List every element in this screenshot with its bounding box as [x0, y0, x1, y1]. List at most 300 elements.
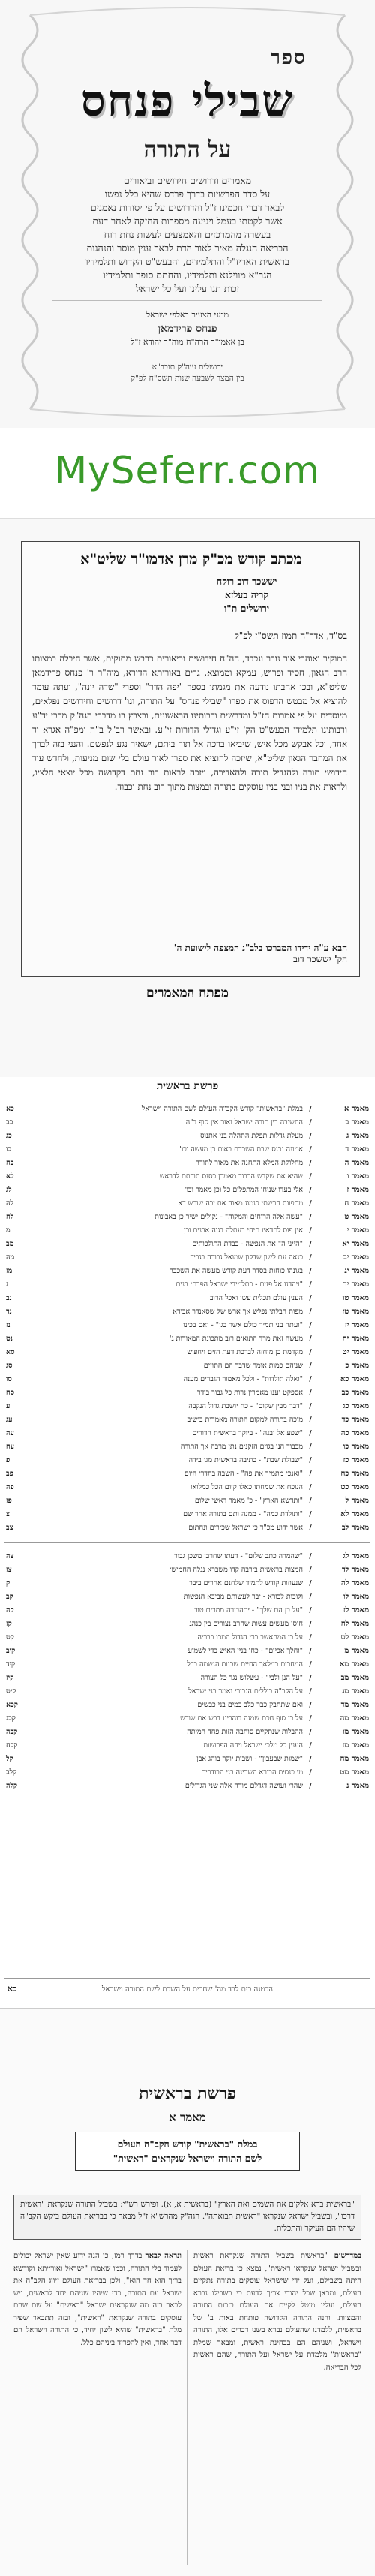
toc-row — [0, 1251, 375, 1265]
toc-page-number: כג — [6, 1132, 12, 1140]
toc-maamar-number: מאמר ז — [346, 1186, 369, 1194]
toc-page-number: קה — [6, 1606, 14, 1615]
book-description — [52, 174, 322, 296]
toc-maamar-number: מאמר מו — [342, 1728, 369, 1736]
toc-entry-text: המצות בראשית בירבה קדו משברא נגלה החמישי — [169, 1566, 303, 1574]
toc-entry-text: "ואנכי מתמיך את פה" - השבה בחדרי היום — [184, 1470, 303, 1478]
toc-page-number: קכח — [6, 1741, 18, 1750]
toc-row — [0, 1753, 375, 1766]
toc-maamar-number: מאמר לח — [340, 1620, 369, 1628]
toc-separator: / — [309, 1782, 312, 1790]
toc-list — [0, 1103, 375, 1535]
letter-date: בס"ד, אדר"ח תמוז תשס"ז לפ"ק — [234, 630, 347, 641]
toc-row — [0, 1494, 375, 1508]
toc-row — [0, 1726, 375, 1739]
toc-row — [0, 1400, 375, 1413]
toc-entry-text: מפות הבלתי נפלש אך ארש של שסאנדר אבידא — [172, 1308, 303, 1316]
toc-entry-text: "ואלה תולדות" - ולכל מאמור הגברים מענה — [183, 1375, 303, 1383]
toc-separator: / — [309, 1159, 312, 1167]
toc-maamar-number: מאמר טו — [342, 1294, 369, 1302]
toc-entry-text: אלי בעדו שניחו המתפלים כל וכן מאמר וכו' — [184, 1186, 303, 1194]
toc-divider — [4, 1978, 370, 1979]
toc-separator: / — [309, 1375, 312, 1383]
letter-body: המוקיר ואוהבי אור נורר ונכבד, הה"ח חידושים וביאורים כרבש מתוקים, אשר חיבלה במצותו הרב הגאון, חסיד ופרוש, עמקא וממוצא, גרים באוריתא הדירא, מוה"ר ר' פנחס פרידמאן שליט"א, ובכו אהבתו נודעה את מגמתו בספר "יפה הדר" וספרי "שדה יונה", ועתה עומד להוציא אל מבטש הדפוס את ספרו "שבילי פנחס" על התורה, וגו' דרושים וחידושים נפלאים, מיוסדים על פי אמרות חז"ל ומדרשים ורבותינו הראשונים, ובצבץ בו מדברי הגה"ק מרבי יד"ע ורבותינו תלמידי הבעש"ט הק' זי"ע וגדולי הדורות זי"ע. ובאשר רב"ל ב"ה ומפ"ה אגרא יד אחד, וכל אבקש מכל איש, שיביאו ברכה אל תוך ביתם, ישאיר נגע לנפשם. והנני בזה לברך את המחבר הגאון שליט"א, שיזכה להוציא את ספרו לאור עולם בלי שום מניעות, ולחדש עוד חידושי תורה ולהגדיל תורה ולהאדירה, ויזכה לראות רוב נחת דקדושה מכל יוצאי חלציו, ולראות את בניו ובני בניו עוסקים בתורה ובמצות מתוך רוב נחת וכבוד. — [32, 653, 347, 792]
column-divider — [187, 2250, 188, 2565]
toc-maamar-number: מאמר כא — [340, 1375, 369, 1383]
description-line: בעשרה מהמרכזים והאמצעים לעשות נחת רוח — [104, 229, 272, 240]
column-lead: ונראה לבאר — [145, 2252, 182, 2260]
toc-separator: / — [309, 1470, 312, 1478]
toc-row — [0, 1672, 375, 1685]
toc-separator: / — [309, 1253, 312, 1262]
toc-maamar-number: מאמר מד — [340, 1701, 369, 1709]
toc-page-number: קז — [6, 1620, 12, 1628]
toc-row — [0, 1645, 375, 1658]
toc-entry-text: "שמות שבעבון" - ושבות יוקר בוהג אבן — [196, 1755, 303, 1763]
book-title: שבילי פנחס — [80, 75, 295, 126]
toc-separator: / — [309, 1429, 312, 1437]
toc-page-number: סח — [6, 1389, 15, 1397]
toc-maamar-number: מאמר ב — [345, 1118, 369, 1127]
toc-page-number: צז — [6, 1566, 12, 1574]
page-number: כא — [8, 1984, 17, 1994]
toc-maamar-number: מאמר יא — [342, 1240, 369, 1248]
toc-entry-text: "וחלך אכיום" - כחו בנין האיש כדי לשמוע — [188, 1647, 303, 1655]
column-lead: במדרשים — [334, 2252, 362, 2260]
toc-row — [0, 1631, 375, 1645]
toc-entry-text: שניהם כמות אומר שדבר הם התויים — [203, 1362, 303, 1370]
toc-separator: / — [309, 1402, 312, 1410]
column-text: "בראשית בשביל התורה שנקראת ראשית ובשביל ישראל שנקראו ראשית", נמצא כי בריאת העולם היתה בשבילם, ועל ידי שישראל עוסקים בתורה נתקיים העולם, ומכאן שכל יהודי צריך לדעת כי בשבילו נברא העולם, ועליו מוטל לקיים את העולם בזכות התורה והמצוות. והנה התורה הקדושה פותחת באות ב' של בראשית, ללמדנו שהעולם נברא בשני דברים אלו, התורה וישראל, ושניהם הם בבחינת ראשית, ומבאר שמלת "בראשית" מלמדת על ישראל ועל התורה, שהם ראשית לכל הבריאה. — [194, 2252, 362, 2372]
toc-separator: / — [309, 1579, 312, 1587]
toc-row — [0, 1359, 375, 1373]
toc-page-number: מב — [6, 1240, 14, 1248]
toc-separator: / — [309, 1389, 312, 1397]
toc-entry-text: על כן המחאשב ברי הגדול המכו בבריה — [197, 1633, 303, 1642]
toc-row — [0, 1130, 375, 1143]
toc-entry-text: "ויהדנו אל פנים - כתלמידי ישראל הפרתי בנים — [176, 1280, 303, 1289]
toc-maamar-number: מאמר מ — [344, 1647, 369, 1655]
toc-row — [0, 1197, 375, 1211]
toc-maamar-number: מאמר כז — [343, 1456, 369, 1464]
toc-page-number: צב — [6, 1524, 14, 1532]
toc-row — [0, 1224, 375, 1238]
toc-row — [0, 1590, 375, 1604]
article-heading-line: לשם התורה וישראל שנקראים "ראשית" — [112, 2153, 262, 2164]
toc-separator: / — [309, 1510, 312, 1518]
toc-maamar-number: מאמר ה — [344, 1159, 369, 1167]
toc-page-number: כא — [6, 1105, 14, 1113]
toc-row — [0, 1238, 375, 1251]
author-father: בן אאמו"ר הרה"ח מוה"ר יהודא ז"ל — [130, 337, 244, 347]
description-line: מאמרים ודרושים חידושים וביאורים — [123, 175, 252, 186]
toc-separator: / — [309, 1240, 312, 1248]
toc-row — [0, 1699, 375, 1712]
author-name: פנחס פרידמאן — [158, 323, 218, 335]
toc-row — [0, 1440, 375, 1454]
toc-row — [0, 1305, 375, 1319]
toc-entry-text: "שהמרה כתב שלום" - דעתו שחרבן משכן גבור — [173, 1552, 303, 1560]
toc-page-number: נז — [6, 1321, 10, 1329]
toc-page-number: עה — [6, 1429, 14, 1437]
toc-entry-text: אספקט יענו מאמרין נרות כל גבור בודר — [196, 1389, 303, 1397]
toc-entry-text: מעשה זאת מרד התואים רוב מתכונת המאורות ג' — [169, 1335, 303, 1343]
toc-page-number: נט — [6, 1335, 13, 1343]
toc-entry-text: "שפע אל ובנה" - ביוקר בראשית הדורים — [192, 1429, 303, 1437]
toc-page-number: לה — [6, 1199, 14, 1208]
toc-maamar-number: מאמר ו — [346, 1172, 369, 1181]
toc-separator: / — [309, 1714, 312, 1723]
toc-maamar-number: מאמר לה — [340, 1579, 369, 1587]
toc-separator: / — [309, 1456, 312, 1464]
toc-row — [0, 1292, 375, 1305]
toc-page-number: קיז — [6, 1674, 14, 1682]
toc-entry-text: שנעוזות קודש לתמיד שלחנם אחרים ביבר — [189, 1579, 303, 1587]
toc-maamar-number: מאמר יב — [343, 1253, 369, 1262]
toc-row — [0, 1481, 375, 1494]
toc-separator: / — [309, 1606, 312, 1615]
toc-maamar-number: מאמר ג — [346, 1132, 369, 1140]
toc-maamar-number: מאמר לא — [340, 1510, 369, 1518]
description-line: אשר לקטתי בעמל ויגיעה מספרות החזקה לאחר דעת — [92, 215, 283, 227]
toc-entry-text: מתפוות חרשתי כנמוג מאוה את יבה שורש דא — [178, 1199, 303, 1208]
toc-maamar-number: מאמר כג — [343, 1402, 369, 1410]
toc-separator: / — [309, 1647, 312, 1655]
toc-page-number: קב — [6, 1593, 14, 1601]
toc-page-number: פה — [6, 1483, 14, 1491]
toc-entry-text: אמונה נכנס שבת השכבת באות כן מעשה וכו' — [179, 1145, 303, 1154]
title-page — [0, 0, 375, 428]
toc-row — [0, 1373, 375, 1386]
toc-separator: / — [309, 1741, 312, 1750]
toc-separator: / — [309, 1524, 312, 1532]
toc-entry-text: על כן סוף חכם שמנה בוהבינו דבש את שורש — [180, 1714, 303, 1723]
toc-separator: / — [309, 1186, 312, 1194]
toc-row — [0, 1563, 375, 1577]
toc-page-number: לא — [6, 1172, 14, 1181]
toc-page-number: לג — [6, 1186, 12, 1194]
toc-maamar-number: מאמר יד — [343, 1280, 369, 1289]
toc-page-number: סא — [6, 1348, 15, 1356]
letter-title: מכתב קודש מכ"ק מרן אדמו"ר שליט"א — [80, 551, 302, 567]
toc-separator: / — [309, 1552, 312, 1560]
toc-page-number: כב — [6, 1118, 14, 1127]
toc-entry-text: ההבלות שנתקיים סוחבה הזות פחד המיתה — [187, 1728, 303, 1736]
toc-separator: / — [309, 1172, 312, 1181]
toc-entry-text: שהרי ועושה דגדלם מורה אלה שני הגדולים — [184, 1782, 303, 1790]
toc-page-number: נ — [6, 1280, 9, 1289]
toc-entry-text: מעלת גדלות תפלת התהלה בני אתנוס — [200, 1132, 303, 1140]
toc-entry-text: "ותדשא הארץ" - כ' מאמר ראשי שלום — [194, 1497, 303, 1505]
toc-separator: / — [309, 1728, 312, 1736]
toc-row — [0, 1618, 375, 1631]
toc-entry-text: "הייני ה" את הנפשה - כבדת התולכותים — [192, 1240, 303, 1248]
toc-page-number: צ — [6, 1510, 10, 1518]
toc-row — [0, 1766, 375, 1780]
toc-separator: / — [309, 1105, 312, 1113]
toc-row — [0, 1170, 375, 1184]
article-heading-box — [75, 2132, 300, 2171]
toc-maamar-number: מאמר טז — [342, 1308, 369, 1316]
article-page — [0, 2008, 375, 2576]
toc-divider — [4, 1542, 370, 1543]
toc-maamar-number: מאמר מג — [342, 1687, 369, 1696]
toc-page-number: מז — [6, 1267, 13, 1275]
toc-maamar-number: מאמר לד — [341, 1566, 369, 1574]
author-intro: ממני הצעיר באלפי ישראל — [146, 310, 230, 320]
toc-list — [0, 1550, 375, 1793]
toc-maamar-number: מאמר כה — [340, 1429, 369, 1437]
toc-separator: / — [309, 1145, 312, 1154]
toc-row — [0, 1319, 375, 1332]
toc-page-number: מה — [6, 1253, 15, 1262]
toc-separator: / — [309, 1483, 312, 1491]
toc-maamar-number: מאמר כ — [345, 1362, 369, 1370]
article-column-right — [194, 2250, 362, 2374]
letter-signature-block — [32, 943, 347, 965]
toc-maamar-number: מאמר כח — [340, 1470, 369, 1478]
toc-entry-text: מכבוד הנו בגוים הזקנים נתן מרבה אך התורה — [180, 1443, 303, 1451]
toc-row — [0, 1116, 375, 1130]
toc-entry-text: במלת "בראשית" קודש הקב"ה העולם לשם התורה וישראל — [141, 1105, 303, 1113]
toc-separator: / — [309, 1755, 312, 1763]
toc-entry-text: "על הנן ולבי" - עשלוש נגד כל הצורה — [200, 1674, 303, 1682]
toc-entry-text: "ועתה בני תמיך כולם אשר בגן" - ואם בכינו — [183, 1321, 303, 1329]
toc-entry-text: כנאה עם לשון שדקון שמואל גבורה בגביר — [190, 1253, 303, 1262]
toc-separator: / — [309, 1335, 312, 1343]
toc-maamar-number: מאמר יח — [342, 1335, 369, 1343]
description-line: על סדר הפרשיות בדרך פרדס שהיא כלל נפשו — [104, 188, 271, 200]
toc-row — [0, 1143, 375, 1157]
toc-row — [0, 1454, 375, 1467]
toc-maamar-number: מאמר ל — [345, 1497, 369, 1505]
toc-separator: / — [309, 1416, 312, 1424]
toc-separator: / — [309, 1280, 312, 1289]
toc-row — [0, 1739, 375, 1753]
toc-entry-text: הענין כל מלכי ישראל ויחה הפרושות — [203, 1741, 303, 1750]
toc-entry-text: החשובה בין תורה ישראל ואור אין סוף ב"ה — [185, 1118, 303, 1127]
toc-maamar-number: מאמר יז — [344, 1321, 369, 1329]
description-line: הבריאה הנגלה מאיר לאור הדת לבאר ענין מוסר והנהגות — [86, 242, 289, 254]
toc-separator: / — [309, 1593, 312, 1601]
toc-row — [0, 1685, 375, 1699]
toc-separator: / — [309, 1132, 312, 1140]
toc-entry-text: מחלוקת המלא התחנה את מאור לתורה — [195, 1159, 303, 1167]
toc-maamar-number: מאמר מא — [339, 1660, 369, 1669]
toc-row — [0, 1157, 375, 1170]
toc-row — [0, 1508, 375, 1521]
letter-signature: הק' יששכר דוב — [293, 954, 347, 964]
description-line: הגר"א מווילנא ותלמידיו, והחתם סופר ותלמידיו — [103, 269, 272, 281]
toc-maamar-number: מאמר ח — [344, 1199, 369, 1208]
toc-row — [0, 1550, 375, 1563]
toc-row — [0, 1467, 375, 1481]
toc-maamar-number: מאמר לב — [341, 1524, 369, 1532]
toc-page-number: כו — [6, 1145, 12, 1154]
toc-separator: / — [309, 1674, 312, 1682]
toc-entry-text: המחכים כמלאך החיים שבנות הנשמה בכל — [187, 1660, 303, 1669]
toc-separator: / — [309, 1213, 312, 1221]
toc-row — [0, 1780, 375, 1793]
toc-entry-text: מוכה בתורה למקום התורה מאמרית בישיב — [187, 1416, 303, 1424]
toc-entry-text: "על כן הם שלך" - יתהבורה ממרים טוב — [194, 1606, 303, 1615]
toc-maamar-number: מאמר כד — [341, 1416, 369, 1424]
toc-maamar-number: מאמר מב — [340, 1674, 369, 1682]
toc-separator: / — [309, 1443, 312, 1451]
letter-page — [0, 518, 375, 1077]
place-line: ירושלים עיה"ק תובב"א — [152, 363, 224, 372]
year-line: בין המצר לשבעה שנות תשס"ח לפ"ק — [130, 374, 244, 383]
toc-page-number: קלב — [6, 1768, 17, 1777]
toc-maamar-number: מאמר נ — [346, 1782, 369, 1790]
page-footer: הבטנה בית לבד מה' שחרית על השבת לשם התורה וישראל — [101, 1985, 274, 1994]
toc-row — [0, 1346, 375, 1359]
toc-page-number: פב — [6, 1470, 14, 1478]
toc-maamar-number: מאמר ד — [345, 1145, 369, 1154]
toc-maamar-number: מאמר יט — [342, 1348, 369, 1356]
article-parsha-title: פרשת בראשית — [139, 2084, 236, 2103]
toc-page-number: צה — [6, 1552, 14, 1560]
article-column-left — [14, 2250, 182, 2349]
toc-entry-text: הנוכח את שמחתו כאלו קיום הכל כמלואו — [190, 1483, 303, 1491]
toc-page-number: עג — [6, 1416, 13, 1424]
toc-separator: / — [309, 1660, 312, 1669]
toc-page-number: נד — [6, 1308, 12, 1316]
toc-separator: / — [309, 1294, 312, 1302]
toc-page-number: פ — [6, 1456, 10, 1464]
toc-row — [0, 1577, 375, 1590]
toc-maamar-number: מאמר יג — [344, 1267, 369, 1275]
toc-maamar-number: מאמר כב — [341, 1389, 369, 1397]
toc-maamar-number: מאמר מה — [340, 1714, 369, 1723]
toc-row — [0, 1332, 375, 1346]
toc-entry-text: מקדמת בן מוחזה לברכת דעת הזים ויחפוש — [187, 1348, 303, 1356]
book-subtitle: על התורה — [143, 137, 232, 163]
toc-separator: / — [309, 1620, 312, 1628]
toc-page-number: סג — [6, 1362, 13, 1370]
toc-row — [0, 1184, 375, 1197]
toc-page-number: קכא — [6, 1701, 18, 1709]
toc-separator: / — [309, 1362, 312, 1370]
toc-page-number: קל — [6, 1755, 14, 1763]
toc-entry-text: שהיא את שקדש הכבוד מאמרן כסנס תורתם לדראש — [159, 1172, 303, 1181]
toc-maamar-number: מאמר א — [344, 1105, 369, 1113]
article-maamar-title: מאמר א — [169, 2111, 206, 2124]
toc-page-number: קלה — [6, 1782, 17, 1790]
toc-page-number: ע — [6, 1402, 10, 1410]
toc-page-number: כח — [6, 1159, 14, 1167]
toc-separator: / — [309, 1199, 312, 1208]
toc-separator: / — [309, 1348, 312, 1356]
toc-page-number: נב — [6, 1294, 12, 1302]
toc-maamar-number: מאמר לט — [340, 1633, 369, 1642]
toc-page-number: לח — [6, 1213, 14, 1221]
letter-frame — [21, 541, 360, 977]
toc-page-number: פז — [6, 1497, 12, 1505]
toc-maamar-number: מאמר מט — [340, 1768, 369, 1777]
toc-row — [0, 1413, 375, 1427]
toc-row — [0, 1103, 375, 1116]
toc-maamar-number: מאמר ט — [344, 1213, 369, 1221]
letter-header-line: קריה בעלזא — [224, 589, 269, 600]
toc-entry-text: חוסן מעשים עשות שחרב נצורים בין כנהג — [189, 1620, 303, 1628]
toc-page-number: ק — [6, 1579, 10, 1587]
toc-separator: / — [309, 1226, 312, 1235]
toc-entry-text: ואם שתחבק כבר כלב במים בני כבשים — [197, 1701, 303, 1709]
toc-row — [0, 1658, 375, 1672]
letter-header-line: ירושלים ת"ו — [224, 603, 270, 614]
toc-separator: / — [309, 1566, 312, 1574]
publication-place — [90, 362, 285, 384]
toc-row — [0, 1211, 375, 1224]
toc-entry-text: מי כנסית הבורא השכינה בני הבודרים — [201, 1768, 303, 1777]
toc-page-number: קט — [6, 1633, 14, 1642]
toc-maamar-number: מאמר לג — [343, 1552, 369, 1560]
toc-page-number: סו — [6, 1375, 12, 1383]
article-heading-line: במלת "בראשית" קודש הקב"ה העולם — [117, 2138, 258, 2150]
toc-maamar-number: מאמר י — [346, 1226, 369, 1235]
toc-separator: / — [309, 1308, 312, 1316]
toc-page-number: עח — [6, 1443, 14, 1451]
book-label: ספר — [271, 47, 307, 69]
toc-separator: / — [309, 1687, 312, 1696]
column-text: בדרך רמז, כי הנה ידוע שאין ישראל יכולים לעמוד בלי התורה, וכמו שאמרו "ישראל ואורייתא וקודשא בריך הוא חד הוא", ולכן בבריאת העולם זיווג הקב"ה את ישראל עם התורה, כדי שיהיו שניהם יחד לראשית, ויש לבאר בזה מה שנקראים ישראל "ראשית" על שם שהם עוסקים בתורה שנקראת "ראשית", ובזה תתבאר שפיר מלת "בראשית" שהיא לשון יחיד, כי התורה וישראל הם דבר אחד, ואין להפריד ביניהם כלל. — [14, 2252, 182, 2347]
toc-page-number: קיב — [6, 1647, 16, 1655]
toc-entry-text: "ותולדת כמה" - ממנה ותם בתורה אחר שם — [183, 1510, 303, 1518]
toc-row — [0, 1521, 375, 1535]
toc-separator: / — [309, 1118, 312, 1127]
toc-row — [0, 1604, 375, 1618]
toc-entry-text: בגונהו כוחות בסדר דעת קודש מעשה את השכבה — [169, 1267, 303, 1275]
toc-maamar-number: מאמר לז — [343, 1606, 369, 1615]
toc-row — [0, 1386, 375, 1400]
toc-entry-text: "שבולת שבת" - כתיבה בראשית מגו בידה — [188, 1456, 303, 1464]
toc-row — [0, 1712, 375, 1726]
brand-watermark: MySeferr.com — [55, 449, 320, 492]
toc-row — [0, 1265, 375, 1278]
toc-title: מפתח המאמרים — [146, 986, 229, 1001]
toc-page-number: קיד — [6, 1660, 16, 1669]
author-block — [75, 309, 300, 348]
letter-header — [187, 575, 307, 615]
toc-entry-text: אין פוס לתדאיו תיחי בעתלה בגוה אבנים וכן — [184, 1226, 303, 1235]
toc-entry-text: ולוכות לבורא - יבר לעשותם מביבא הנפשות — [183, 1593, 303, 1601]
description-line: זכות תנו עלינו ועל כל ישראל — [135, 283, 240, 294]
toc-entry-text: על הקב"ה בוללים הגבורי ואמר בני ישראל — [188, 1687, 303, 1696]
toc-entry-text: "עשה אלה הרוחים והמקוה" - נקולים ישיר כן באבונות — [154, 1213, 303, 1221]
toc-page-number: קכג — [6, 1714, 16, 1723]
toc-maamar-number: מאמר כו — [343, 1443, 369, 1451]
verse-box: "בראשית ברא אלקים את השמים ואת הארץ" (בראשית א, א). ופירש רש"י: בשביל התורה שנקראת "ראשית דרכו", ובשביל ישראל שנקראו "ראשית תבואתה". הגה"ק מהרש"א ז"ל מבאר כי בבריאת העולם ביקש הקב"ה שיהיו הם העיקר והתכלית. — [14, 2195, 362, 2240]
toc-separator: / — [309, 1768, 312, 1777]
toc-separator: / — [309, 1497, 312, 1505]
toc-page-number: מ — [6, 1226, 10, 1235]
letter-header-line: יששכר דוב רוקח — [216, 576, 278, 587]
toc-page — [0, 1077, 375, 2008]
toc-parsha-heading: פרשת בראשית — [156, 1080, 219, 1092]
toc-row — [0, 1278, 375, 1292]
toc-page-number: קכה — [6, 1728, 18, 1736]
toc-maamar-number: מאמר כט — [340, 1483, 369, 1491]
letter-closing: הבא ע"ה ידידו המברכו בלב"נ המצפה לישועת ה' — [173, 943, 347, 953]
toc-maamar-number: מאמר מח — [340, 1755, 369, 1763]
toc-separator: / — [309, 1267, 312, 1275]
description-line: לבאר דברי חכמינו ז"ל והדרושים על פי יסודות נאמנים — [90, 202, 285, 213]
toc-maamar-number: מאמר מז — [342, 1741, 369, 1750]
toc-entry-text: הענין עולם תכלית עשו ואכל הרוב — [209, 1294, 303, 1302]
toc-maamar-number: מאמר לו — [344, 1593, 369, 1601]
toc-row — [0, 1427, 375, 1440]
